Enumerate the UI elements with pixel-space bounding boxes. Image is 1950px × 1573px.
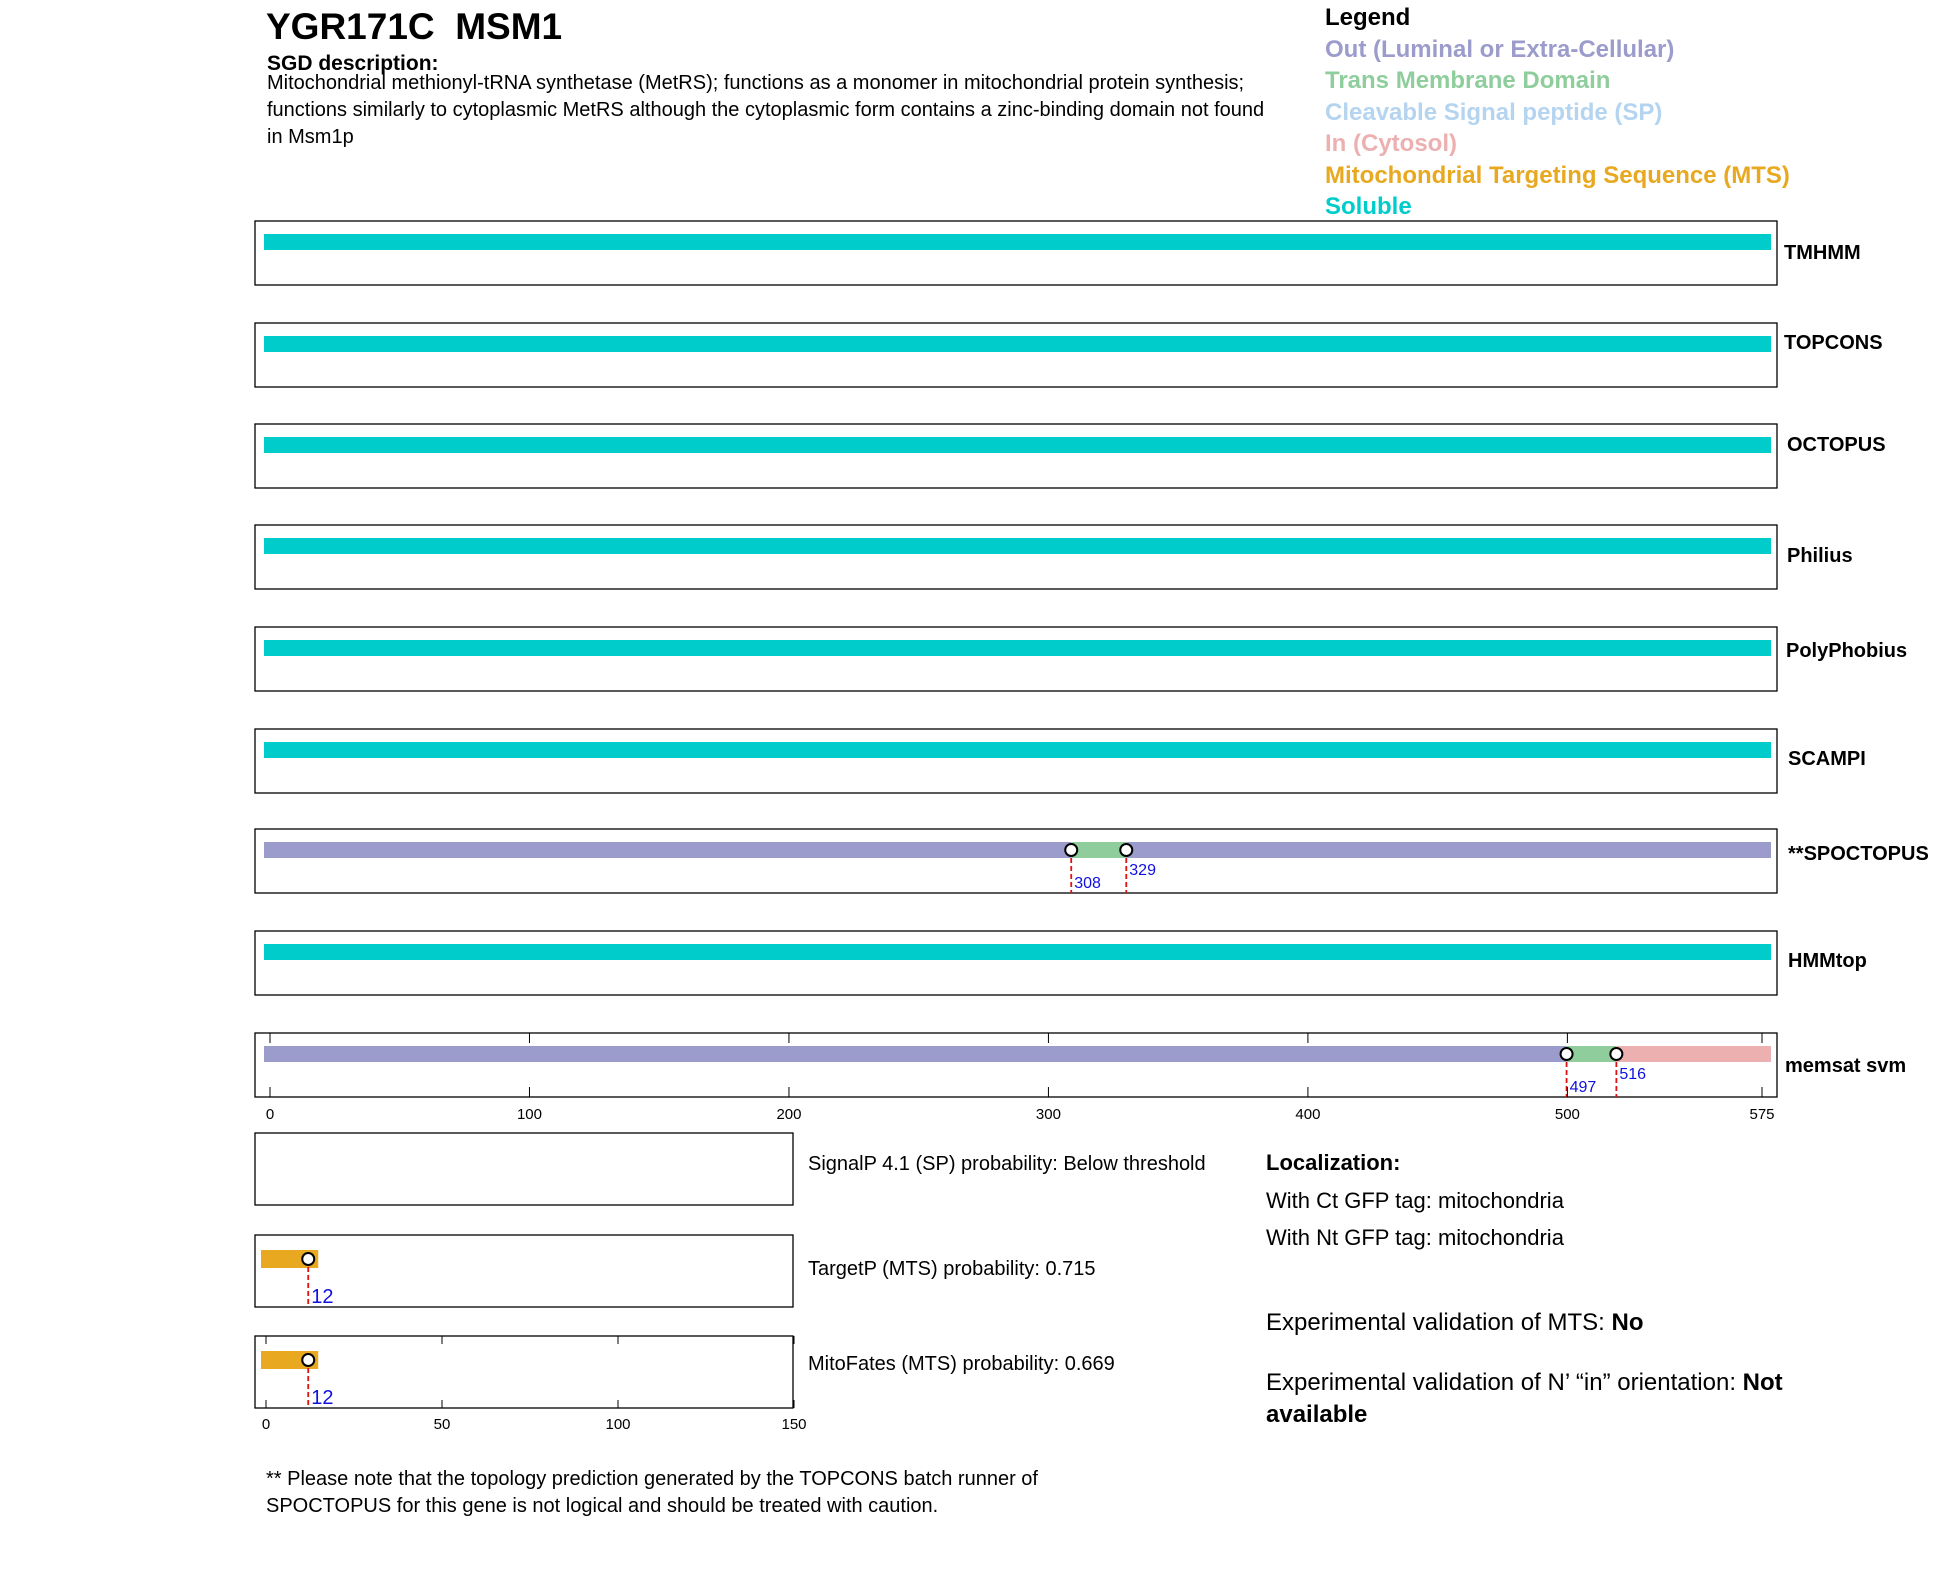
- topology-segment: [264, 944, 1771, 960]
- axis-tick-label: 575: [1749, 1106, 1775, 1123]
- boundary-marker: [302, 1354, 314, 1366]
- footnote: ** Please note that the topology prediction generated by the TOPCONS batch runner of SPOCTOPUS for this gene is not logical and should be treated with caution.: [266, 1468, 1038, 1517]
- axis-tick-label: 200: [776, 1106, 802, 1123]
- topology-segment: [264, 640, 1771, 656]
- legend-title: Legend: [1325, 4, 1411, 31]
- topology-segment: [1616, 1046, 1771, 1062]
- localization-ct: With Ct GFP tag: mitochondria: [1266, 1188, 1564, 1213]
- boundary-label: 308: [1074, 875, 1101, 892]
- topology-segment: [264, 437, 1771, 453]
- orientation-validation: [1266, 1367, 1866, 1431]
- topology-segment: [264, 234, 1771, 250]
- track-box: [255, 1033, 1777, 1097]
- boundary-label: 12: [311, 1286, 334, 1308]
- track-box: [255, 931, 1777, 995]
- orientation-validation-label: Experimental validation of N’ “in” orientation:: [1266, 1369, 1743, 1396]
- boundary-marker: [1120, 844, 1132, 856]
- axis-tick-label: 100: [605, 1416, 631, 1433]
- track-label-tmhmm: TMHMM: [1784, 242, 1861, 264]
- probability-box: [255, 1336, 793, 1408]
- legend-item-in: In (Cytosol): [1325, 130, 1457, 157]
- axis-tick-label: 300: [1035, 1106, 1061, 1123]
- track-label-topcons: TOPCONS: [1784, 332, 1883, 354]
- localization-title: Localization:: [1266, 1150, 1401, 1175]
- boundary-marker: [302, 1253, 314, 1265]
- boundary-marker: [1065, 844, 1077, 856]
- legend-item-mts: Mitochondrial Targeting Sequence (MTS): [1325, 162, 1790, 189]
- legend-item-sp: Cleavable Signal peptide (SP): [1325, 99, 1663, 126]
- topology-segment: [264, 1046, 1567, 1062]
- track-box: [255, 424, 1777, 488]
- track-box: [255, 829, 1777, 893]
- mts-validation-value: No: [1611, 1309, 1644, 1336]
- legend-item-tm: Trans Membrane Domain: [1325, 67, 1611, 94]
- track-box: [255, 627, 1777, 691]
- boundary-label: 329: [1129, 862, 1156, 879]
- axis-tick-label: 50: [433, 1416, 451, 1433]
- topology-segment: [1567, 1046, 1617, 1062]
- boundary-marker: [1610, 1048, 1622, 1060]
- legend-item-out: Out (Luminal or Extra-Cellular): [1325, 36, 1675, 63]
- boundary-label: 516: [1619, 1066, 1647, 1083]
- axis-tick-label: 500: [1554, 1106, 1580, 1123]
- topology-segment: [264, 336, 1771, 352]
- probability-box: [255, 1235, 793, 1307]
- track-label-memsat-svm: memsat svm: [1785, 1055, 1907, 1077]
- track-box: [255, 323, 1777, 387]
- axis-tick-label: 400: [1295, 1106, 1321, 1123]
- topology-segment: [264, 538, 1771, 554]
- track-label-scampi: SCAMPI: [1788, 748, 1866, 770]
- boundary-label: 497: [1569, 1079, 1597, 1096]
- probability-box: [255, 1133, 793, 1205]
- gene-title: YGR171C MSM1: [266, 6, 563, 47]
- track-label-octopus: OCTOPUS: [1787, 434, 1886, 456]
- topology-segment: [1071, 842, 1126, 858]
- legend-item-soluble: Soluble: [1325, 193, 1412, 220]
- boundary-label: 12: [311, 1387, 334, 1409]
- boundary-marker: [1561, 1048, 1573, 1060]
- track-label-philius: Philius: [1787, 545, 1853, 567]
- track-label-polyphobius: PolyPhobius: [1786, 640, 1908, 662]
- signalp-probability: SignalP 4.1 (SP) probability: Below threshold: [808, 1153, 1206, 1175]
- axis-tick-label: 150: [781, 1416, 807, 1433]
- mts-validation: [1266, 1307, 1866, 1339]
- axis-tick-label: 0: [261, 1416, 271, 1433]
- sgd-description-text: Mitochondrial methionyl-tRNA synthetase (MetRS); functions as a monomer in mitochondrial protein synthesis; functions similarly to cytoplasmic MetRS although the cytoplasmic form contains a zinc-binding domain not found in Msm1p: [267, 72, 1265, 148]
- track-label-hmmtop: HMMtop: [1788, 950, 1867, 972]
- track-box: [255, 729, 1777, 793]
- track-box: [255, 525, 1777, 589]
- targetp-probability: TargetP (MTS) probability: 0.715: [808, 1258, 1096, 1280]
- axis-tick-label: 0: [265, 1106, 275, 1123]
- localization-nt: With Nt GFP tag: mitochondria: [1266, 1225, 1564, 1250]
- topology-segment: [1126, 842, 1771, 858]
- mts-validation-label: Experimental validation of MTS:: [1266, 1309, 1612, 1336]
- orientation-validation-value: Not available: [1266, 1369, 1783, 1428]
- track-label-spoctopus: **SPOCTOPUS: [1788, 843, 1929, 865]
- track-box: [255, 221, 1777, 285]
- mitofates-probability: MitoFates (MTS) probability: 0.669: [808, 1353, 1115, 1375]
- topology-segment: [264, 742, 1771, 758]
- topology-segment: [264, 842, 1071, 858]
- axis-tick-label: 100: [516, 1106, 542, 1123]
- sgd-description-label: SGD description:: [267, 52, 439, 75]
